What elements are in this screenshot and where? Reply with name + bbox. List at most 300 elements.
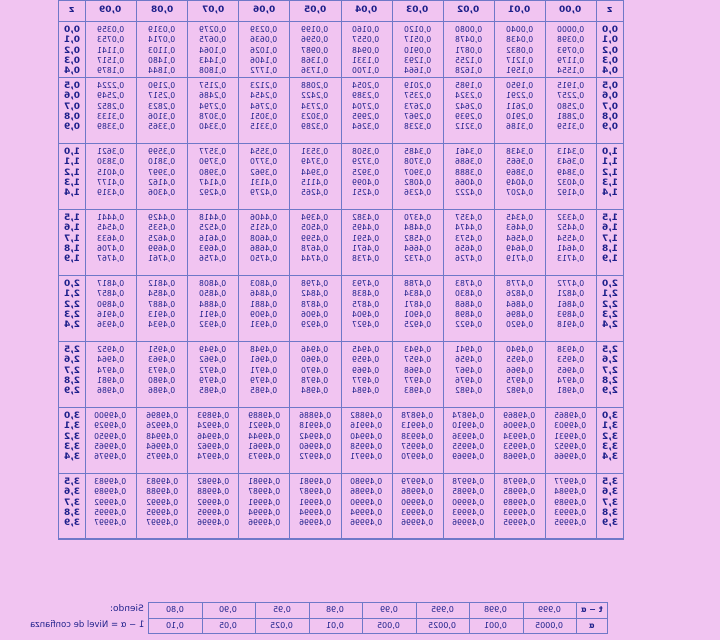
cell-value-text: 0,4916 [96, 309, 125, 319]
row-label-text: 1,8 [63, 243, 80, 254]
cell-value-text: 0,4913 [148, 309, 176, 319]
cell-value-text: 0,4452 [556, 223, 585, 233]
table-cell-value [443, 244, 494, 254]
cell-value-text: 0,4649 [505, 243, 533, 253]
cell-value-text: 0,4981 [556, 386, 585, 396]
table-cell-value [187, 254, 238, 264]
row-label [596, 112, 624, 122]
value-column [545, 279, 596, 330]
value-column [238, 345, 289, 396]
table-cell-value [545, 442, 596, 452]
table-cell-value [187, 376, 238, 386]
table-cell-value [443, 234, 494, 244]
confidence-value-text: 0,10 [165, 621, 184, 630]
table-cell-value [545, 178, 596, 188]
table-cell-value [341, 168, 392, 178]
cell-value-text: 0,2704 [352, 101, 380, 111]
table-cell-value [545, 355, 596, 365]
row-label [596, 168, 624, 178]
cell-value-text: 0,4418 [199, 213, 227, 222]
cell-value-text: 0,4922 [454, 320, 482, 330]
row-label [596, 452, 624, 462]
cell-value-text: 0,4066 [454, 177, 482, 187]
cell-value-text: 0,4964 [96, 355, 125, 365]
cell-value-text: 0,4406 [250, 213, 278, 222]
row-label [58, 320, 85, 330]
cell-value-text: 0,0714 [148, 35, 176, 45]
cell-value-text: 0,49985 [503, 487, 536, 497]
row-label [58, 188, 85, 198]
cell-value-text: 0,3888 [454, 167, 482, 177]
column-header-text: 0,06 [252, 5, 275, 15]
cell-value-text: 0,3159 [556, 122, 585, 132]
table-cell-value [187, 355, 238, 365]
cell-value-text: 0,49942 [298, 431, 331, 441]
row-label-text: 3,6 [602, 487, 618, 498]
cell-value-text: 0,4306 [148, 188, 176, 198]
cell-value-text: 0,4854 [148, 289, 176, 299]
table-cell-value [443, 188, 494, 198]
cell-value-text: 0,3577 [199, 147, 227, 156]
table-cell-value [494, 452, 545, 462]
cell-value-text: 0,4545 [96, 223, 125, 233]
cell-value-text: 0,4798 [301, 279, 329, 288]
table-cell-value [85, 122, 136, 132]
table-cell-value [392, 508, 443, 518]
cell-value-text: 0,4976 [454, 375, 482, 385]
cell-value-text: 0,49970 [401, 452, 434, 462]
cell-value-text: 0,4929 [301, 320, 329, 330]
row-label-text: 2,9 [602, 386, 618, 397]
bottom-column-divider [309, 602, 310, 634]
table-cell-value [443, 432, 494, 442]
confidence-value-cell [523, 602, 577, 618]
table-cell-value [136, 289, 187, 299]
cell-value-text: 0,1368 [301, 55, 329, 65]
table-cell-value [545, 386, 596, 396]
table-cell-value [289, 147, 340, 157]
cell-value-text: 0,49869 [503, 411, 536, 420]
cell-value-text: 0,2088 [301, 81, 329, 90]
table-cell-value [443, 442, 494, 452]
cell-value-text: 0,3023 [301, 111, 329, 121]
cell-value-text: 0,49996 [401, 518, 434, 528]
table-cell-value [545, 477, 596, 487]
cell-value-text: 0,4936 [96, 320, 125, 330]
table-cell-value [136, 66, 187, 76]
note-siendo [96, 604, 144, 614]
row-label [596, 289, 624, 299]
cell-value-text: 0,49992 [94, 497, 127, 507]
cell-value-text: 0,3729 [352, 157, 380, 167]
table-cell-value [341, 91, 392, 101]
column-header-text: 0,07 [201, 5, 224, 15]
cell-value-text: 0,4956 [454, 355, 482, 365]
table-cell-value [289, 498, 340, 508]
cell-value-text: 0,4808 [199, 279, 227, 288]
confidence-value-cell [362, 602, 416, 618]
cell-value-text: 0,4978 [301, 375, 329, 385]
row-label [596, 442, 624, 452]
table-cell-value [443, 411, 494, 421]
cell-value-text: 0,2054 [352, 81, 380, 90]
cell-value-text: 0,49952 [554, 441, 587, 451]
cell-value-text: 0,4608 [250, 233, 278, 243]
table-cell-value [341, 355, 392, 365]
cell-value-text: 0,3830 [96, 157, 125, 167]
table-cell-value [494, 81, 545, 91]
cell-value-text: 0,4834 [403, 289, 431, 299]
row-label-block-right [596, 213, 624, 264]
table-cell-value [341, 178, 392, 188]
bottom-column-divider [362, 602, 363, 634]
cell-value-text: 0,0871 [454, 45, 482, 55]
table-cell-value [85, 244, 136, 254]
table-cell-value [545, 411, 596, 421]
cell-value-text: 0,4972 [199, 365, 227, 375]
row-label [58, 81, 85, 91]
row-label-text: 2,7 [602, 365, 618, 376]
row-label-text: 2,6 [63, 355, 80, 366]
table-cell-value [545, 432, 596, 442]
row-label-text: 0,8 [602, 111, 618, 122]
table-cell-value [136, 421, 187, 431]
row-label [596, 46, 624, 56]
cell-value-text: 0,4719 [505, 254, 533, 264]
cell-value-text: 0,49975 [145, 452, 178, 462]
cell-value-text: 0,2967 [403, 111, 431, 121]
value-column [187, 213, 238, 264]
cell-value-text: 0,49886 [298, 411, 331, 420]
cell-value-text: 0,49989 [94, 487, 127, 497]
cell-value-text: 0,4222 [454, 188, 482, 198]
cell-value-text: 0,4878 [301, 299, 329, 309]
cell-value-text: 0,49990 [349, 497, 383, 507]
table-cell-value [341, 213, 392, 223]
cell-value-text: 0,49960 [298, 441, 331, 451]
table-cell-value [341, 112, 392, 122]
table-cell-value [289, 279, 340, 289]
table-cell-value [545, 223, 596, 233]
cell-value-text: 0,3749 [301, 157, 329, 167]
cell-value-text: 0,4957 [403, 355, 431, 365]
cell-value-text: 0,4931 [250, 320, 278, 330]
column-header-text: 0,01 [508, 5, 531, 15]
cell-value-text: 0,4131 [250, 177, 278, 187]
table-cell-value [443, 213, 494, 223]
cell-value-text: 0,3907 [403, 167, 431, 177]
cell-value-text: 0,4633 [96, 233, 125, 243]
row-label-text: 0,1 [63, 35, 80, 46]
row-label [596, 35, 624, 45]
cell-value-text: 0,49992 [145, 497, 178, 507]
cell-value-text: 0,49989 [503, 497, 536, 507]
cell-value-text: 0,2291 [505, 91, 533, 101]
row-label [58, 102, 85, 112]
row-label-block-right [596, 345, 624, 396]
cell-value-text: 0,2823 [148, 101, 176, 111]
row-label-text: 0,9 [63, 122, 80, 133]
table-cell-value [341, 421, 392, 431]
cell-value-text: 0,2454 [250, 91, 278, 101]
table-cell-value [494, 477, 545, 487]
cell-value-text: 0,49993 [452, 507, 485, 517]
cell-value-text: 0,4918 [556, 320, 585, 330]
row-label-text: 1,4 [602, 188, 618, 199]
table-cell-value [494, 498, 545, 508]
table-cell-value [341, 452, 392, 462]
cell-value-text: 0,4535 [148, 223, 176, 233]
table-cell-value [85, 310, 136, 320]
table-cell-value [238, 355, 289, 365]
column-header [545, 0, 596, 21]
table-cell-value [392, 279, 443, 289]
cell-value-text: 0,4591 [352, 233, 380, 243]
table-cell-value [187, 56, 238, 66]
value-column [443, 477, 494, 528]
table-cell-value [494, 376, 545, 386]
cell-value-text: 0,4761 [148, 254, 176, 264]
table-cell-value [187, 223, 238, 233]
cell-value-text: 0,4842 [301, 289, 329, 299]
table-cell-value [238, 112, 289, 122]
table-cell-value [545, 35, 596, 45]
table-cell-value [238, 386, 289, 396]
table-cell-value [443, 345, 494, 355]
cell-value-text: 0,4961 [250, 355, 278, 365]
confidence-value-text: 0,01 [326, 621, 345, 630]
table-cell-value [289, 234, 340, 244]
table-cell-value [85, 421, 136, 431]
table-cell-value [341, 300, 392, 310]
table-cell-value [85, 147, 136, 157]
table-cell-value [187, 508, 238, 518]
column-header-text: 0,04 [354, 5, 378, 15]
cell-value-text: 0,1591 [505, 66, 533, 76]
cell-value-text: 0,49993 [503, 507, 536, 517]
table-cell-value [136, 442, 187, 452]
cell-value-text: 0,4911 [199, 309, 227, 319]
row-label [58, 223, 85, 233]
confidence-value-cell [255, 602, 309, 618]
cell-value-text: 0,49988 [196, 487, 229, 497]
row-label-text: 1,0 [63, 147, 80, 157]
row-label-text: 1,2 [602, 167, 618, 178]
cell-value-text: 0,4738 [352, 254, 380, 264]
table-cell-value [392, 300, 443, 310]
table-cell-value [341, 386, 392, 396]
table-cell-value [392, 234, 443, 244]
table-cell-value [136, 35, 187, 45]
table-cell-value [238, 223, 289, 233]
cell-value-text: 0,4963 [148, 355, 176, 365]
row-label [596, 376, 624, 386]
table-cell-value [85, 102, 136, 112]
table-cell-value [494, 35, 545, 45]
confidence-value-cell [416, 602, 470, 618]
cell-value-text: 0,1517 [96, 55, 125, 65]
cell-value-text: 0,49903 [554, 421, 587, 431]
cell-value-text: 0,2486 [199, 91, 227, 101]
confidence-value-cell [523, 618, 577, 634]
row-label [58, 376, 85, 386]
cell-value-text: 0,1443 [199, 55, 227, 65]
cell-value-text: 0,3413 [556, 147, 585, 156]
table-cell-value [494, 157, 545, 167]
cell-value-text: 0,49995 [503, 518, 536, 528]
cell-value-text: 0,4943 [403, 345, 431, 354]
cell-value-text: 0,4656 [454, 243, 482, 253]
cell-value-text: 0,4970 [301, 365, 329, 375]
cell-value-text: 0,3997 [148, 167, 176, 177]
row-label [58, 452, 85, 462]
table-cell-value [392, 157, 443, 167]
table-cell-value [392, 254, 443, 264]
cell-value-text: 0,49958 [349, 441, 383, 451]
value-column [289, 81, 340, 132]
cell-value-text: 0,4582 [403, 233, 431, 243]
table-cell-value [289, 112, 340, 122]
cell-value-text: 0,0199 [301, 25, 329, 34]
cell-value-text: 0,3289 [301, 122, 329, 132]
cell-value-text: 0,49957 [401, 441, 434, 451]
row-label [58, 122, 85, 132]
value-column [443, 25, 494, 76]
confidence-value-text: 0,95 [272, 605, 291, 614]
table-cell-value [494, 254, 545, 264]
table-cell-value [494, 112, 545, 122]
confidence-value-text: 0,98 [326, 605, 345, 614]
table-cell-value [341, 254, 392, 264]
value-column [545, 213, 596, 264]
row-label-text: 3,3 [602, 441, 618, 452]
row-label-text: 1,3 [602, 177, 618, 188]
cell-value-text: 0,4968 [403, 365, 431, 375]
cell-value-text: 0,0359 [96, 25, 125, 34]
cell-value-text: 0,0793 [556, 45, 585, 55]
row-label-text: 0,1 [602, 35, 618, 46]
cell-value-text: 0,4279 [250, 188, 278, 198]
table-cell-value [85, 56, 136, 66]
table-cell-value [136, 300, 187, 310]
value-column [392, 477, 443, 528]
cell-value-text: 0,4909 [250, 309, 278, 319]
table-cell-value [238, 432, 289, 442]
column-divider [136, 0, 137, 539]
table-cell-value [187, 345, 238, 355]
value-column [289, 147, 340, 198]
table-cell-value [443, 310, 494, 320]
table-cell-value [392, 91, 443, 101]
cell-value-text: 0,49906 [503, 421, 536, 431]
cell-value-text: 0,4812 [148, 279, 176, 288]
table-cell-value [545, 366, 596, 376]
cell-value-text: 0,49988 [145, 487, 178, 497]
value-column [85, 411, 136, 462]
table-cell-value [187, 320, 238, 330]
cell-value-text: 0,2324 [454, 91, 482, 101]
table-cell-value [187, 244, 238, 254]
cell-value-text: 0,49996 [349, 518, 383, 528]
cell-value-text: 0,4985 [250, 386, 278, 396]
cell-value-text: 0,3708 [403, 157, 431, 167]
cell-value-text: 0,49991 [247, 497, 280, 507]
confidence-value-text: 0,0005 [535, 621, 564, 630]
table-cell-value [443, 477, 494, 487]
cell-value-text: 0,0120 [403, 25, 431, 34]
row-label [596, 157, 624, 167]
value-column [392, 279, 443, 330]
row-label [596, 223, 624, 233]
cell-value-text: 0,4265 [301, 188, 329, 198]
table-cell-value [341, 366, 392, 376]
cell-value-text: 0,4934 [148, 320, 176, 330]
row-label-text: 3,7 [63, 497, 80, 508]
value-column [443, 147, 494, 198]
table-cell-value [187, 122, 238, 132]
table-cell-value [494, 91, 545, 101]
row-label-text: 2,3 [63, 309, 80, 320]
cell-value-text: 0,49997 [145, 518, 178, 528]
table-cell-value [545, 279, 596, 289]
table-cell-value [289, 168, 340, 178]
table-cell-value [443, 386, 494, 396]
table-cell-value [136, 213, 187, 223]
table-cell-value [392, 442, 443, 452]
cell-value-text: 0,3133 [96, 111, 125, 121]
value-column [545, 147, 596, 198]
corner-left-z-label [58, 0, 85, 21]
row-label-text: 1,2 [63, 167, 80, 178]
row-label-text: 3,5 [602, 477, 618, 487]
table-cell-value [443, 452, 494, 462]
confidence-value-cell [362, 618, 416, 634]
value-column [238, 147, 289, 198]
cell-value-text: 0,4967 [454, 365, 482, 375]
row-label-text: 2,0 [63, 279, 80, 289]
row-label [596, 508, 624, 518]
row-label-block-right [596, 477, 624, 528]
cell-value-text: 0,4625 [148, 233, 176, 243]
column-divider [289, 0, 290, 539]
cell-value-text: 0,4115 [301, 177, 329, 187]
table-cell-value [392, 432, 443, 442]
column-header [494, 0, 545, 21]
table-cell-value [238, 188, 289, 198]
table-cell-value [238, 254, 289, 264]
cell-value-text: 0,4982 [505, 386, 533, 396]
cell-value-text: 0,1331 [352, 55, 380, 65]
table-cell-value [443, 498, 494, 508]
table-cell-value [187, 157, 238, 167]
value-column [238, 81, 289, 132]
value-column [187, 279, 238, 330]
column-header-text: 0,09 [99, 5, 122, 15]
value-column [289, 477, 340, 528]
row-label [596, 56, 624, 66]
value-column [85, 147, 136, 198]
corner-right-text: z [607, 5, 613, 15]
cell-value-text: 0,49984 [554, 487, 587, 497]
cell-value-text: 0,4986 [148, 386, 176, 396]
table-cell-value [341, 498, 392, 508]
cell-value-text: 0,49910 [452, 421, 485, 431]
row-label-text: 0,0 [63, 25, 80, 35]
group-divider [58, 539, 624, 540]
table-cell-value [187, 46, 238, 56]
row-label [596, 25, 624, 35]
row-label [58, 91, 85, 101]
